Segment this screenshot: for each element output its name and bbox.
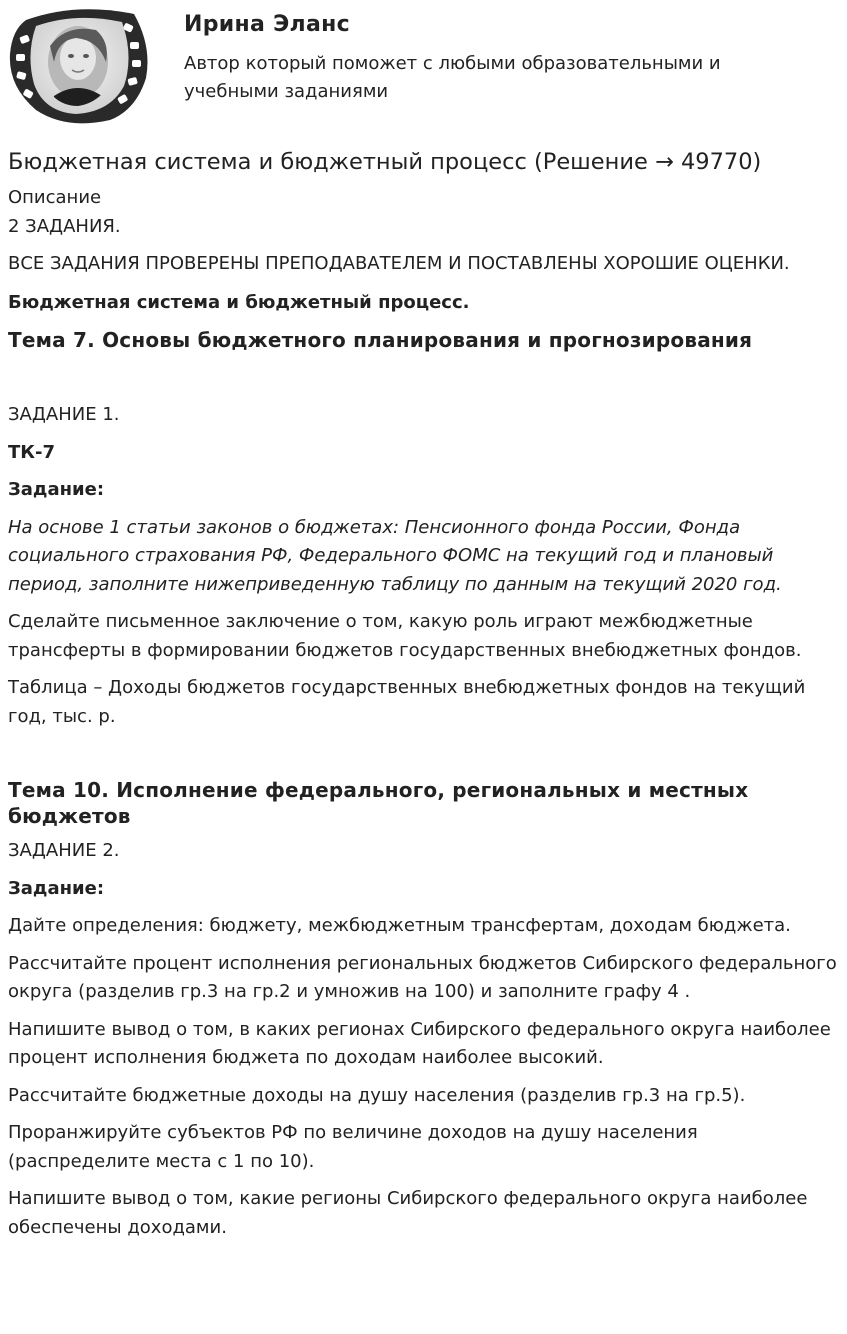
page-title: Бюджетная система и бюджетный процесс (Решение → 49770) [8, 149, 762, 175]
task-2-paragraph: Рассчитайте бюджетные доходы на душу населения (разделив гр.3 на гр.5). [8, 1084, 746, 1106]
task-2-paragraph: Дайте определения: бюджету, межбюджетным трансфертам, доходам бюджета. [8, 915, 791, 936]
author-description: Автор который поможет с любыми образовательными и учебными заданиями [184, 53, 721, 102]
task-2-paragraph: Проранжируйте субъектов РФ по величине доходов на душу населения (распределите места с 1 по 10). [8, 1122, 698, 1172]
task-1-table-caption: Таблица – Доходы бюджетов государственных внебюджетных фондов на текущий год, тыс. р. [8, 677, 806, 727]
task-2-label: ЗАДАНИЕ 2. [8, 840, 120, 861]
task-1-text: На основе 1 статьи законов о бюджетах: Пенсионного фонда России, Фонда социального страхования РФ, Федерального ФОМС на текущий год и плановый период, заполните нижеприведенную таблицу по данным на текущий 2020 год. [8, 516, 782, 595]
task-2-paragraph: Напишите вывод о том, какие регионы Сибирского федерального округа наиболее обеспечены доходами. [8, 1188, 808, 1238]
task-2-paragraph: Рассчитайте процент исполнения региональных бюджетов Сибирского федерального округа (разделив гр.3 на гр.2 и умножив на 100) и заполните графу 4 . [8, 952, 837, 1002]
task-2-paragraph: Напишите вывод о том, в каких регионах Сибирского федерального округа наиболее процент исполнения бюджета по доходам наиболее высокий. [8, 1018, 831, 1068]
tasks-count: 2 ЗАДАНИЯ. [8, 215, 121, 237]
description-label: Описание [8, 187, 102, 208]
avatar[interactable] [6, 6, 152, 126]
checked-note: ВСЕ ЗАДАНИЯ ПРОВЕРЕНЫ ПРЕПОДАВАТЕЛЕМ И ПОСТАВЛЕНЫ ХОРОШИЕ ОЦЕНКИ. [8, 253, 790, 274]
subject-heading: Бюджетная система и бюджетный процесс. [8, 291, 470, 313]
task-1-label: ЗАДАНИЕ 1. [8, 404, 120, 425]
task-1-code: ТК-7 [8, 441, 55, 463]
task-1-conclusion: Сделайте письменное заключение о том, какую роль играют межбюджетные трансферты в формировании бюджетов государственных внебюджетных фондов. [8, 611, 802, 661]
task-1-assignment-label: Задание: [8, 479, 105, 500]
author-name[interactable]: Ирина Эланс [184, 12, 350, 37]
task-2-assignment-label: Задание: [8, 877, 105, 899]
avatar-film-frame [6, 6, 152, 126]
topic-7-heading: Тема 7. Основы бюджетного планирования и прогнозирования [8, 328, 753, 352]
author-card [0, 0, 847, 130]
document-body [8, 146, 840, 1251]
topic-10-heading: Тема 10. Исполнение федерального, региональных и местных бюджетов [8, 778, 749, 828]
